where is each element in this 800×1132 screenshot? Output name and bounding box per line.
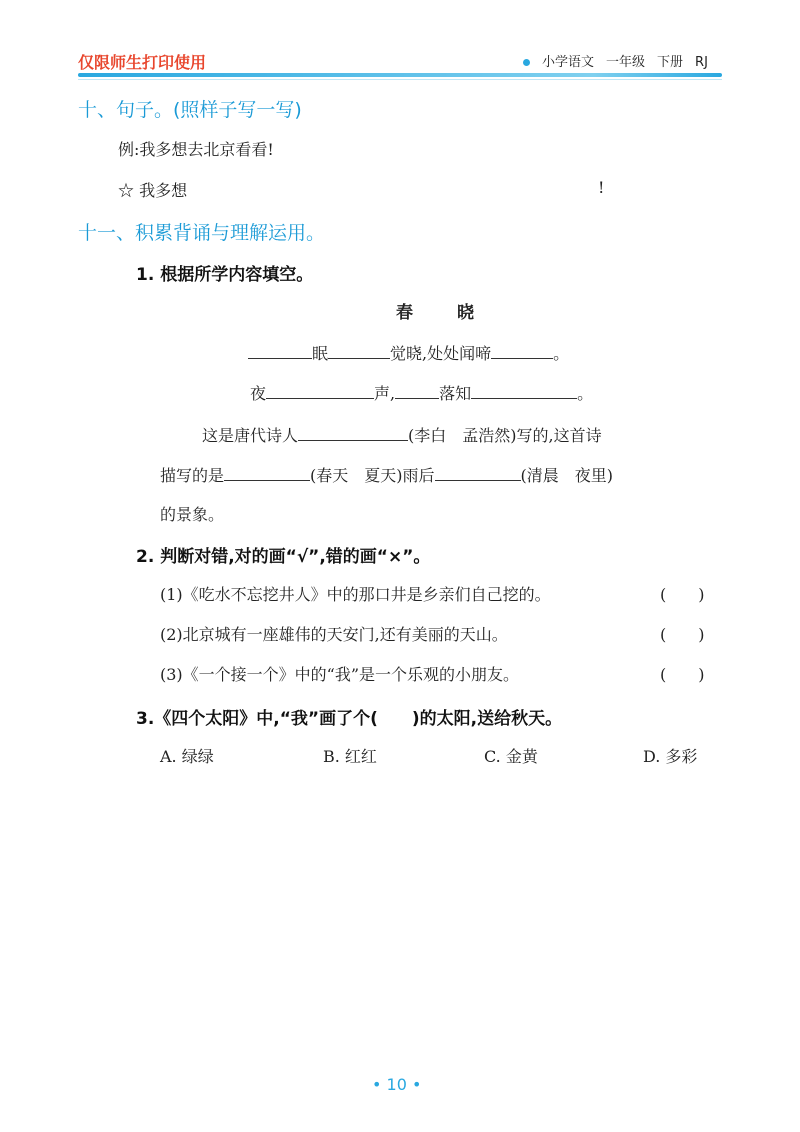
q1-text-line-2 <box>160 462 613 486</box>
q3-prompt: 3.《四个太阳》中,“我”画了个( )的太阳,送给秋天。 <box>136 709 563 729</box>
blank[interactable] <box>328 340 390 359</box>
poem-title: 春晓 <box>396 303 518 323</box>
q2-item-2: (2)北京城有一座雄伟的天安门,还有美丽的天山。 <box>160 625 508 644</box>
poem-text: 夜 <box>250 384 267 403</box>
q3-option-d[interactable]: D. 多彩 <box>643 747 698 766</box>
section-10-example: 例:我多想去北京看看! <box>118 140 274 159</box>
grade-label: 一年级 <box>606 55 646 70</box>
q1-text: 这是唐代诗人 <box>202 426 299 445</box>
q2-answer-3[interactable]: ( ) <box>660 665 705 684</box>
q2-answer-1[interactable]: ( ) <box>660 585 705 604</box>
q2-item-1: (1)《吃水不忘挖井人》中的那口井是乡亲们自己挖的。 <box>160 585 551 604</box>
q1-text: (春天 夏天)雨后 <box>310 466 435 485</box>
volume-label: 下册 <box>657 55 684 70</box>
poem-line-2 <box>250 380 593 404</box>
edition-label: RJ <box>695 55 708 70</box>
section-11-title: 十一、积累背诵与理解运用。 <box>78 222 326 244</box>
book-info <box>523 51 720 70</box>
blank[interactable] <box>248 340 312 359</box>
q1-text: (李白 孟浩然)写的,这首诗 <box>408 426 602 445</box>
q2-prompt: 2. 判断对错,对的画“√”,错的画“×”。 <box>136 547 431 567</box>
q1-text: (清晨 夜里) <box>520 466 614 485</box>
q1-text-line-3: 的景象。 <box>160 505 225 524</box>
q3-option-b[interactable]: B. 红红 <box>323 747 377 766</box>
poem-text: 声, <box>374 384 396 403</box>
q2-answer-2[interactable]: ( ) <box>660 625 705 644</box>
q1-text-line-1 <box>202 422 602 446</box>
q2-item-3: (3)《一个接一个》中的“我”是一个乐观的小朋友。 <box>160 665 520 684</box>
blank[interactable] <box>298 422 408 441</box>
section-10-exclaim: ! <box>598 178 605 197</box>
section-10-title: 十、句子。(照样子写一写) <box>78 99 302 121</box>
blank[interactable] <box>435 462 521 481</box>
blank[interactable] <box>224 462 310 481</box>
poem-text: 落知 <box>439 384 472 403</box>
poem-line-1 <box>248 340 569 364</box>
header-divider-thin <box>78 79 722 80</box>
dot-icon <box>523 59 530 66</box>
print-notice: 仅限师生打印使用 <box>78 53 207 72</box>
section-10-answer-area[interactable] <box>208 196 596 197</box>
blank[interactable] <box>491 340 553 359</box>
blank[interactable] <box>471 380 577 399</box>
poem-text: 觉晓,处处闻啼 <box>390 344 492 363</box>
poem-text: 眠 <box>312 344 329 363</box>
poem-text: 。 <box>577 384 594 403</box>
poem-text: 。 <box>553 344 570 363</box>
q1-text: 描写的是 <box>160 466 225 485</box>
blank[interactable] <box>266 380 374 399</box>
header-divider <box>78 73 722 77</box>
page-number: • 10 • <box>372 1075 422 1094</box>
blank[interactable] <box>395 380 439 399</box>
q1-prompt: 1. 根据所学内容填空。 <box>136 265 314 285</box>
q3-option-a[interactable]: A. 绿绿 <box>160 747 214 766</box>
subject-label: 小学语文 <box>542 55 595 70</box>
section-10-exercise: ☆ 我多想 <box>118 181 188 200</box>
q3-option-c[interactable]: C. 金黄 <box>484 747 538 766</box>
